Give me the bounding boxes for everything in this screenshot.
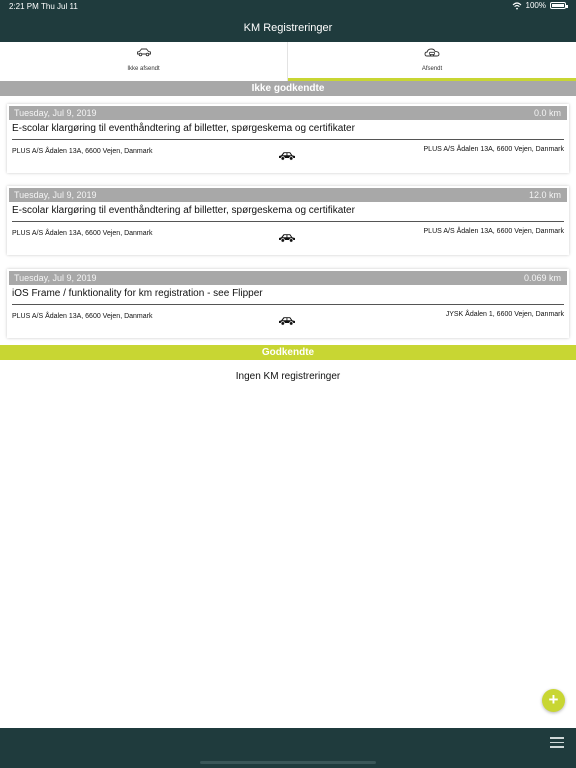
status-right — [512, 1, 566, 10]
section-title: Ikke godkendte — [251, 83, 325, 94]
km-entry-card[interactable] — [7, 269, 569, 338]
tab-label: Ikke afsendt — [127, 66, 160, 72]
status-bar — [0, 0, 576, 14]
divider — [12, 139, 564, 140]
divider — [12, 304, 564, 305]
card-header — [9, 188, 567, 202]
entry-from-address: PLUS A/S Ådalen 13A, 6600 Vejen, Danmark — [12, 313, 153, 320]
section-header-not-approved — [0, 81, 576, 96]
nav-bar — [0, 14, 576, 42]
status-date: Thu Jul 11 — [41, 2, 78, 11]
entry-date: Tuesday, Jul 9, 2019 — [14, 273, 97, 283]
entry-to-address: JYSK Ådalen 1, 6600 Vejen, Danmark — [445, 311, 564, 318]
home-indicator — [200, 761, 376, 764]
tab-label: Afsendt — [421, 66, 443, 72]
plus-icon: + — [548, 690, 559, 709]
segmented-tabs — [0, 42, 576, 82]
car-icon — [278, 150, 296, 161]
car-icon — [278, 232, 296, 243]
battery-percent: 100% — [525, 1, 546, 10]
entry-title: E-scolar klargøring til eventhåndtering af billetter, spørgeskema og certifikater — [12, 123, 355, 134]
entry-title: iOS Frame / funktionality for km registration - see Flipper — [12, 288, 263, 299]
battery-icon — [550, 2, 566, 9]
entry-title: E-scolar klargøring til eventhåndtering af billetter, spørgeskema og certifikater — [12, 205, 355, 216]
add-button[interactable] — [542, 689, 565, 712]
status-time: 2:21 PM — [9, 2, 39, 11]
entry-from-address: PLUS A/S Ådalen 13A, 6600 Vejen, Danmark — [12, 230, 153, 237]
car-cloud-icon — [424, 47, 440, 59]
entry-distance: 0.0 km — [533, 108, 561, 118]
entry-to-address: PLUS A/S Ådalen 13A, 6600 Vejen, Danmark — [423, 228, 564, 235]
section-header-approved — [0, 345, 576, 360]
card-header — [9, 271, 567, 285]
entry-to-address: PLUS A/S Ådalen 13A, 6600 Vejen, Danmark — [423, 146, 564, 153]
section-title: Godkendte — [261, 347, 315, 358]
tab-afsendt[interactable] — [288, 42, 576, 81]
page-title: KM Registreringer — [243, 22, 333, 34]
tab-ikke-afsendt[interactable] — [0, 42, 288, 81]
wifi-icon — [512, 2, 522, 10]
entry-date: Tuesday, Jul 9, 2019 — [14, 190, 97, 200]
card-header — [9, 106, 567, 120]
hamburger-menu-icon[interactable] — [550, 737, 564, 748]
entry-date: Tuesday, Jul 9, 2019 — [14, 108, 97, 118]
entry-distance: 12.0 km — [528, 190, 561, 200]
km-entry-card[interactable] — [7, 186, 569, 255]
empty-state-message: Ingen KM registreringer — [235, 371, 341, 382]
car-outline-icon — [136, 47, 152, 57]
divider — [12, 221, 564, 222]
car-icon — [278, 315, 296, 326]
entry-distance: 0.069 km — [523, 273, 561, 283]
km-entry-card[interactable] — [7, 104, 569, 173]
entry-from-address: PLUS A/S Ådalen 13A, 6600 Vejen, Danmark — [12, 148, 153, 155]
